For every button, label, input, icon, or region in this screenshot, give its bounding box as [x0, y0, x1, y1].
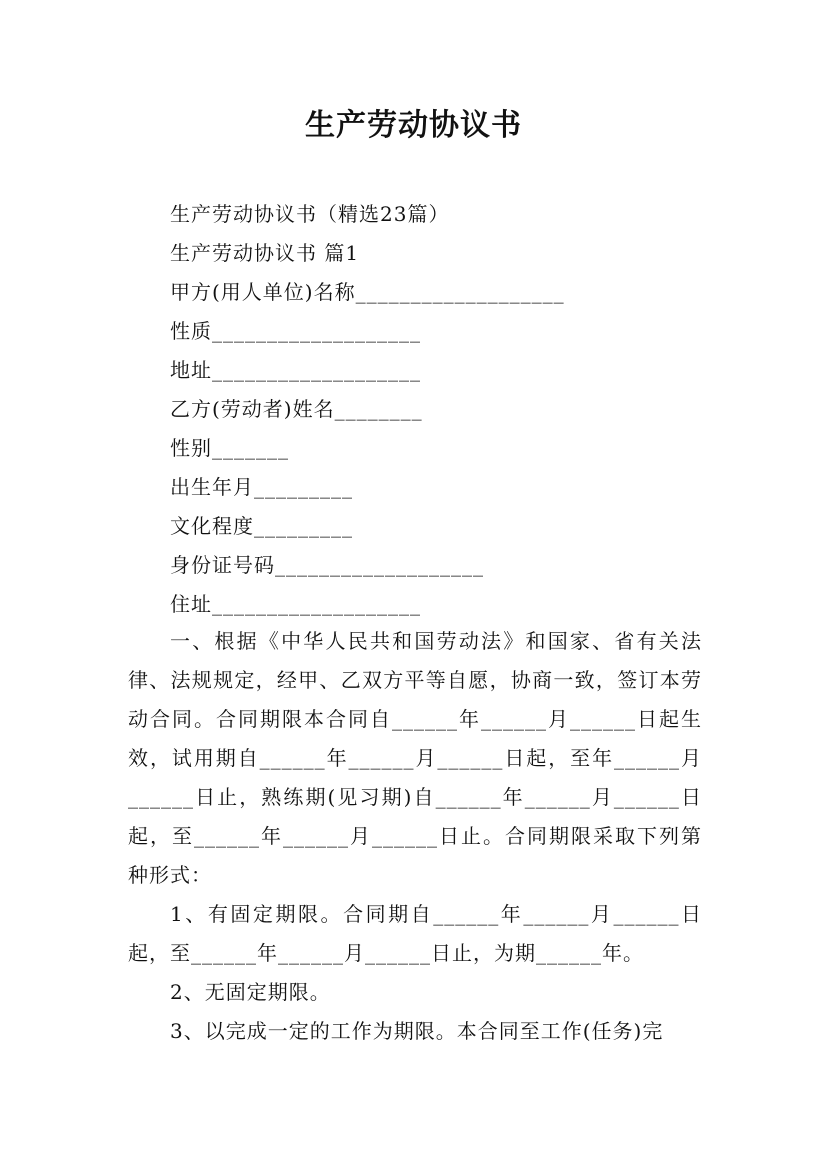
field-id-number — [170, 549, 484, 579]
document-title: 生产劳动协议书 — [305, 108, 522, 143]
field-nature — [170, 315, 421, 345]
field-education — [170, 510, 353, 540]
field-blank: ___________________ — [212, 319, 421, 343]
subtitle: 生产劳动协议书（精选23篇） — [170, 202, 450, 226]
field-blank: ___________________ — [275, 553, 484, 577]
field-birth — [170, 471, 353, 501]
field-label: 文化程度 — [170, 514, 254, 538]
field-label: 住址 — [170, 592, 212, 616]
field-blank: ___________________ — [355, 280, 565, 304]
paragraph-4: 3、以完成一定的工作为期限。本合同至工作(任务)完 — [170, 1019, 664, 1043]
field-blank: ___________________ — [212, 592, 421, 616]
field-blank: ________ — [334, 397, 423, 421]
field-employer-name — [170, 276, 565, 306]
section-heading: 生产劳动协议书 篇1 — [170, 241, 360, 265]
paragraph-2: 1、有固定期限。合同期自______年______月______日起，至______年______月______日止，为期______年。 — [128, 902, 702, 965]
field-employee-name — [170, 393, 423, 423]
field-blank: ___________________ — [212, 358, 421, 382]
field-label: 性别 — [170, 436, 212, 460]
field-blank: _______ — [212, 436, 289, 460]
field-label: 甲方(用人单位)名称 — [170, 280, 356, 304]
field-label: 地址 — [170, 358, 212, 382]
field-label: 乙方(劳动者)姓名 — [170, 397, 335, 421]
field-label: 性质 — [170, 319, 212, 343]
field-blank: _________ — [254, 475, 353, 499]
field-gender — [170, 432, 289, 462]
paragraph-3: 2、无固定期限。 — [170, 980, 331, 1004]
field-blank: _________ — [254, 514, 353, 538]
field-label: 身份证号码 — [170, 553, 275, 577]
field-label: 出生年月 — [170, 475, 254, 499]
field-residence — [170, 588, 421, 618]
paragraph-1: 一、根据《中华人民共和国劳动法》和国家、省有关法律、法规规定，经甲、乙双方平等自愿，协商一致，签订本劳动合同。合同期限本合同自______年______月______日起生效，试用期自______年______月______日起，至年______月______日止，熟练期(见习期)自______年______月______日起，至______年______月______日止。合同期限采取下列第种形式： — [128, 629, 702, 887]
field-address — [170, 354, 421, 384]
